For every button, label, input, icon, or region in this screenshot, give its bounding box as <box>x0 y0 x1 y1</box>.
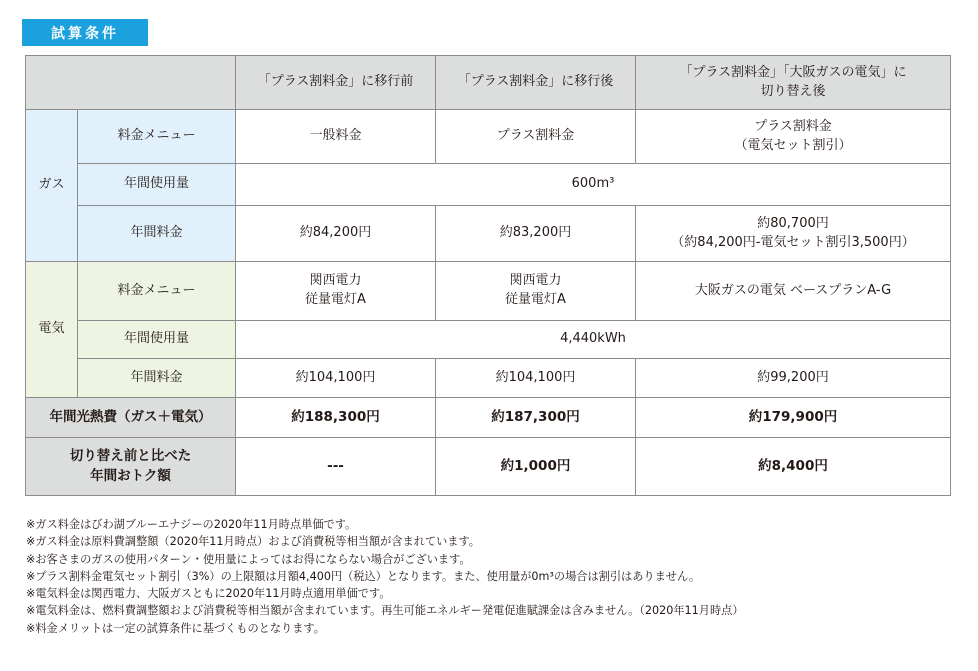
gas-menu-row <box>26 110 951 164</box>
gas-fee-label: 年間料金 <box>78 206 236 262</box>
header-before-switch: 「プラス割料金」に移行前 <box>236 56 436 110</box>
elec-menu-row <box>26 262 951 321</box>
gas-menu-label: 料金メニュー <box>78 110 236 164</box>
savings-after-both: 約8,400円 <box>636 438 951 496</box>
elec-menu-label: 料金メニュー <box>78 262 236 321</box>
price-comparison-table <box>25 55 951 496</box>
elec-menu-before: 関西電力 従量電灯A <box>236 262 436 321</box>
footnote: ※プラス割料金電気セット割引（3%）の上限額は月額4,400円（税込）となります。また、使用量が0m³の場合は割引はありません。 <box>26 569 701 583</box>
elec-fee-before: 約104,100円 <box>236 359 436 398</box>
gas-usage-row <box>26 164 951 206</box>
total-label: 年間光熱費（ガス＋電気） <box>26 398 236 438</box>
gas-usage-label: 年間使用量 <box>78 164 236 206</box>
total-row <box>26 398 951 438</box>
footnote: ※ガス料金は原料費調整額（2020年11月時点）および消費税等相当額が含まれています。 <box>26 535 480 549</box>
elec-fee-row <box>26 359 951 398</box>
total-after-both: 約179,900円 <box>636 398 951 438</box>
footnotes <box>26 516 744 637</box>
elec-menu-after: 関西電力 従量電灯A <box>436 262 636 321</box>
gas-fee-after: 約83,200円 <box>436 206 636 262</box>
footnote: ※電気料金は関西電力、大阪ガスともに2020年11月時点適用単価です。 <box>26 587 391 601</box>
footnote: ※電気料金は、燃料費調整額および消費税等相当額が含まれています。再生可能エネルギー発電促進賦課金は含みません。（2020年11月時点） <box>26 604 744 618</box>
savings-before: --- <box>236 438 436 496</box>
simulation-conditions-badge: 試算条件 <box>22 19 148 46</box>
total-before: 約188,300円 <box>236 398 436 438</box>
gas-menu-before: 一般料金 <box>236 110 436 164</box>
savings-row <box>26 438 951 496</box>
elec-fee-label: 年間料金 <box>78 359 236 398</box>
elec-fee-after: 約104,100円 <box>436 359 636 398</box>
gas-usage-value: 600m³ <box>236 164 951 206</box>
elec-menu-after-both: 大阪ガスの電気 ベースプランA-G <box>636 262 951 321</box>
gas-section-label: ガス <box>26 110 78 262</box>
header-after-both-switch: 「プラス割料金」「大阪ガスの電気」に 切り替え後 <box>636 56 951 110</box>
header-corner <box>26 56 236 110</box>
footnote: ※お客さまのガスの使用パターン・使用量によってはお得にならない場合がございます。 <box>26 552 471 566</box>
gas-fee-row <box>26 206 951 262</box>
elec-section-label: 電気 <box>26 262 78 398</box>
gas-menu-after: プラス割料金 <box>436 110 636 164</box>
header-after-switch: 「プラス割料金」に移行後 <box>436 56 636 110</box>
elec-usage-value: 4,440kWh <box>236 321 951 359</box>
savings-after: 約1,000円 <box>436 438 636 496</box>
elec-fee-after-both: 約99,200円 <box>636 359 951 398</box>
gas-fee-after-both: 約80,700円 （約84,200円-電気セット割引3,500円） <box>636 206 951 262</box>
elec-usage-label: 年間使用量 <box>78 321 236 359</box>
savings-label: 切り替え前と比べた 年間おトク額 <box>26 438 236 496</box>
gas-menu-after-both: プラス割料金 （電気セット割引） <box>636 110 951 164</box>
footnote: ※ガス料金はびわ湖ブルーエナジーの2020年11月時点単価です。 <box>26 518 357 531</box>
elec-usage-row <box>26 321 951 359</box>
header-row <box>26 56 951 110</box>
footnote: ※料金メリットは一定の試算条件に基づくものとなります。 <box>26 621 325 635</box>
gas-fee-before: 約84,200円 <box>236 206 436 262</box>
total-after: 約187,300円 <box>436 398 636 438</box>
